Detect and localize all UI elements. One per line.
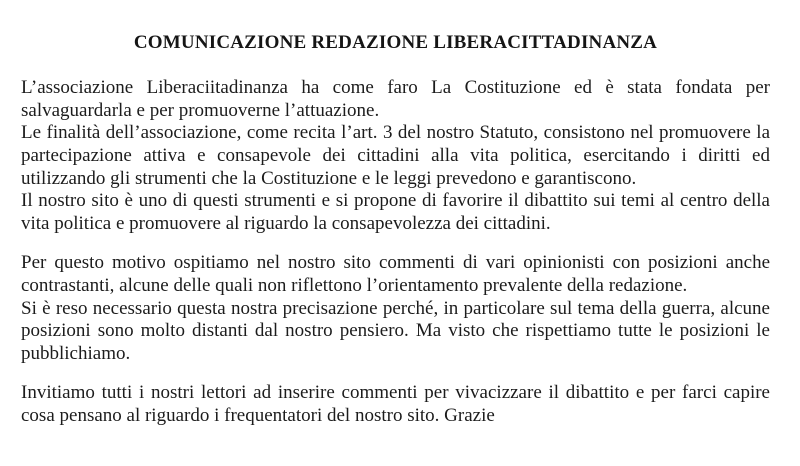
body-paragraph: Le finalità dell’associazione, come recita l’art. 3 del nostro Statuto, consistono nel promuovere la partecipazione attiva e consapevole dei cittadini alla vita politica, esercitando i diritti ed utilizzando gli strumenti che la Costituzione e le leggi prevedono e garantiscono. (21, 122, 770, 189)
body-paragraph: Per questo motivo ospitiamo nel nostro sito commenti di vari opinionisti con posizioni anche contrastanti, alcune delle quali non riflettono l’orientamento prevalente della redazione. (21, 252, 770, 296)
body-paragraph: Il nostro sito è uno di questi strumenti e si propone di favorire il dibattito sui temi al centro della vita politica e promuovere al riguardo la consapevolezza dei cittadini. (21, 190, 770, 234)
document-title: COMUNICAZIONE REDAZIONE LIBERACITTADINANZA (133, 32, 658, 53)
body-paragraph: Si è reso necessario questa nostra precisazione perché, in particolare sul tema della guerra, alcune posizioni sono molto distanti dal nostro pensiero. Ma visto che rispettiamo tutte le posizioni le pubblichiamo. (21, 297, 770, 364)
body-paragraph: L’associazione Liberaciitadinanza ha come faro La Costituzione ed è stata fondata per salvaguardarla e per promuoverne l’attuazione. (21, 77, 770, 121)
body-paragraph: Invitiamo tutti i nostri lettori ad inserire commenti per vivacizzare il dibattito e per farci capire cosa pensano al riguardo i frequentatori del nostro sito. Grazie (21, 382, 770, 426)
